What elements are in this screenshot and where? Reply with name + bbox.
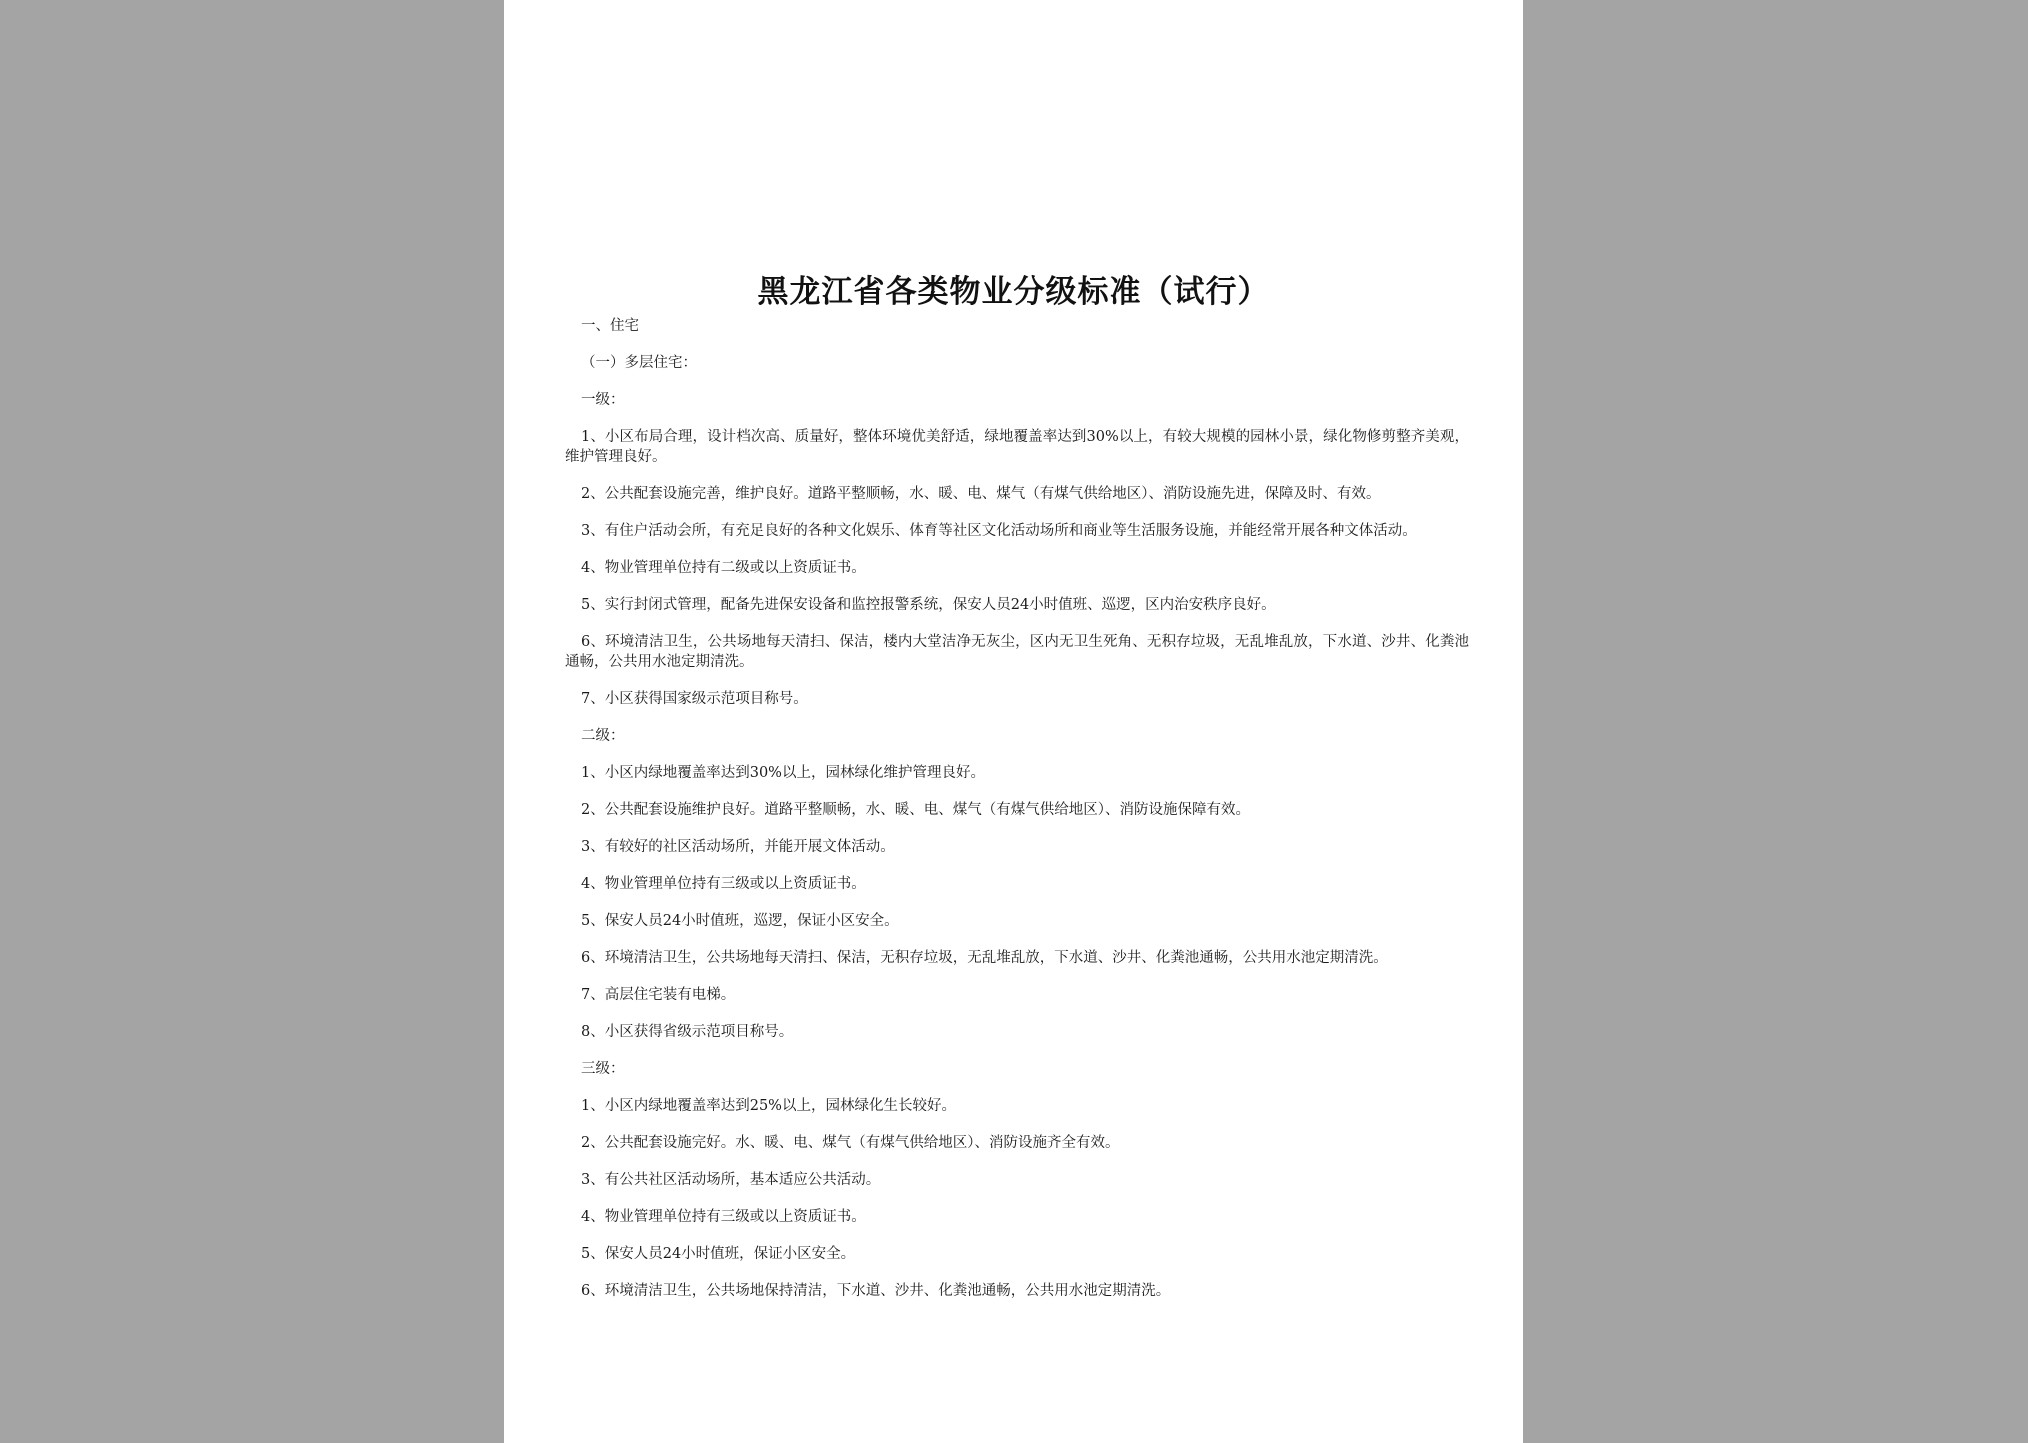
document-title: 黑龙江省各类物业分级标准（试行） [757,274,1270,310]
paragraph: 2、公共配套设施完善，维护良好。道路平整顺畅，水、暖、电、煤气（有煤气供给地区）、消防设施先进，保障及时、有效。 [581,486,1381,502]
paragraph: 1、小区内绿地覆盖率达到25%以上，园林绿化生长较好。 [581,1098,956,1114]
paragraph: 7、高层住宅装有电梯。 [581,987,736,1003]
paragraph: 5、实行封闭式管理，配备先进保安设备和监控报警系统，保安人员24小时值班、巡逻，区内治安秩序良好。 [581,597,1276,613]
paragraph: 8、小区获得省级示范项目称号。 [581,1024,794,1040]
paragraph: 3、有较好的社区活动场所，并能开展文体活动。 [581,839,895,855]
paragraph: 1、小区内绿地覆盖率达到30%以上，园林绿化维护管理良好。 [581,765,985,781]
paragraph: 2、公共配套设施维护良好。道路平整顺畅，水、暖、电、煤气（有煤气供给地区）、消防设施保障有效。 [581,802,1250,818]
paragraph: 4、物业管理单位持有三级或以上资质证书。 [581,876,866,892]
paragraph: 7、小区获得国家级示范项目称号。 [581,691,808,707]
paragraph: 2、公共配套设施完好。水、暖、电、煤气（有煤气供给地区）、消防设施齐全有效。 [581,1135,1120,1151]
paragraph: 4、物业管理单位持有二级或以上资质证书。 [581,560,866,576]
paragraph: 3、有公共社区活动场所，基本适应公共活动。 [581,1172,881,1188]
paragraph: 5、保安人员24小时值班，保证小区安全。 [581,1246,856,1262]
paragraph: 三级： [581,1061,625,1077]
paragraph: 一级： [581,392,625,408]
paragraph: 3、有住户活动会所，有充足良好的各种文化娱乐、体育等社区文化活动场所和商业等生活服务设施，并能经常开展各种文体活动。 [581,523,1417,539]
paragraph: 1、小区布局合理，设计档次高、质量好，整体环境优美舒适，绿地覆盖率达到30%以上，有较大规模的园林小景，绿化物修剪整齐美观，维护管理良好。 [565,429,1469,465]
paragraph: （一）多层住宅： [581,355,697,371]
document-body [565,316,1469,1318]
paragraph: 6、环境清洁卫生，公共场地保持清洁，下水道、沙井、化粪池通畅，公共用水池定期清洗。 [581,1283,1171,1299]
paragraph: 6、环境清洁卫生，公共场地每天清扫、保洁，楼内大堂洁净无灰尘，区内无卫生死角、无积存垃圾，无乱堆乱放，下水道、沙井、化粪池通畅，公共用水池定期清洗。 [565,634,1469,670]
paragraph: 6、环境清洁卫生，公共场地每天清扫、保洁，无积存垃圾，无乱堆乱放，下水道、沙井、化粪池通畅，公共用水池定期清洗。 [581,950,1388,966]
paragraph: 一、住宅 [581,318,639,334]
paragraph: 5、保安人员24小时值班，巡逻，保证小区安全。 [581,913,899,929]
paragraph: 二级： [581,728,625,744]
paragraph: 4、物业管理单位持有三级或以上资质证书。 [581,1209,866,1225]
document-page [504,0,1523,1443]
